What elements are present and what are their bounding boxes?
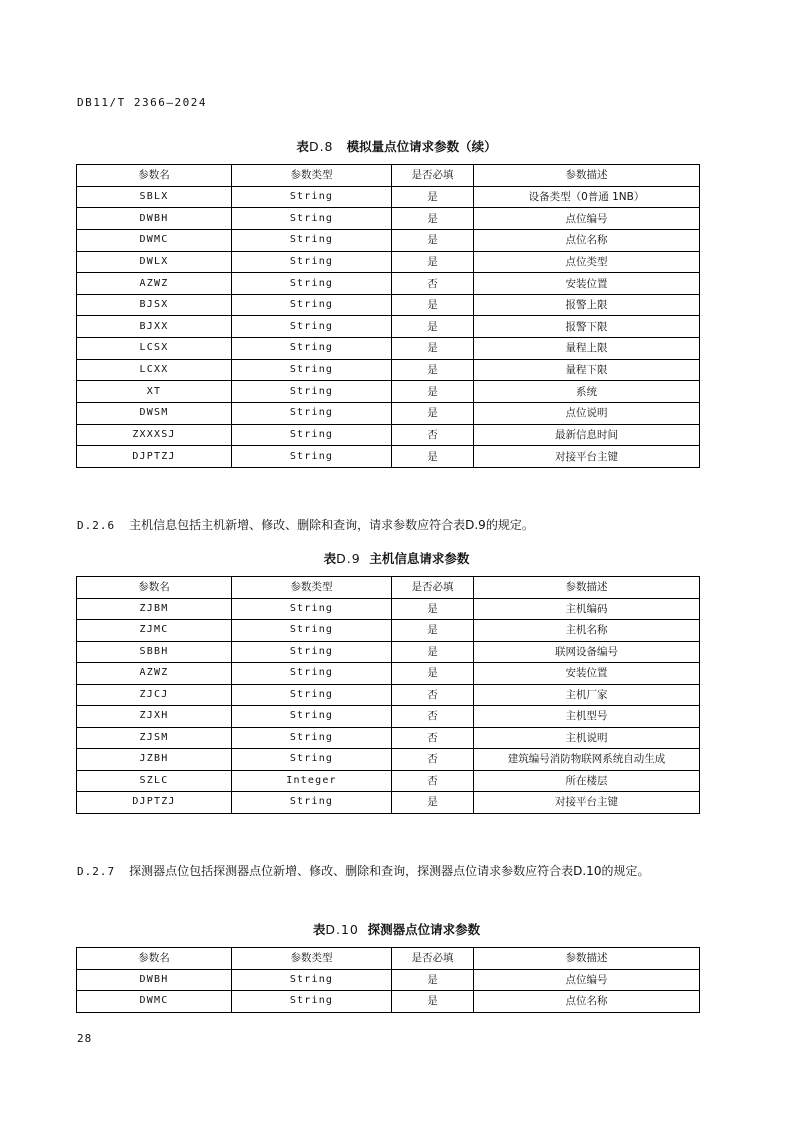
column-header: 参数描述	[474, 165, 700, 187]
required-cell: 是	[392, 316, 474, 338]
description-cell: 主机说明	[474, 727, 700, 749]
param-name-cell: DWSM	[77, 403, 232, 425]
param-type-cell: String	[232, 727, 392, 749]
table-d8	[76, 164, 700, 468]
table-row	[77, 706, 700, 728]
param-type-cell: String	[232, 641, 392, 663]
param-type-cell: String	[232, 359, 392, 381]
required-cell: 是	[392, 641, 474, 663]
param-name-cell: JZBH	[77, 749, 232, 771]
description-cell: 点位名称	[474, 229, 700, 251]
param-type-cell: String	[232, 251, 392, 273]
param-type-cell: String	[232, 749, 392, 771]
table-row	[77, 229, 700, 251]
required-cell: 否	[392, 706, 474, 728]
param-name-cell: ZJSM	[77, 727, 232, 749]
required-cell: 是	[392, 294, 474, 316]
param-type-cell: Integer	[232, 770, 392, 792]
param-type-cell: String	[232, 598, 392, 620]
column-header: 参数名	[77, 577, 232, 599]
param-type-cell: String	[232, 706, 392, 728]
description-cell: 对接平台主键	[474, 792, 700, 814]
required-cell: 是	[392, 663, 474, 685]
param-name-cell: DJPTZJ	[77, 792, 232, 814]
table-d10	[76, 947, 700, 1013]
required-cell: 是	[392, 969, 474, 991]
table-row	[77, 294, 700, 316]
column-header: 参数类型	[232, 948, 392, 970]
param-name-cell: XT	[77, 381, 232, 403]
description-cell: 主机型号	[474, 706, 700, 728]
param-type-cell: String	[232, 381, 392, 403]
param-type-cell: String	[232, 338, 392, 360]
required-cell: 否	[392, 727, 474, 749]
column-header: 是否必填	[392, 948, 474, 970]
table-row	[77, 620, 700, 642]
description-cell: 主机名称	[474, 620, 700, 642]
description-cell: 点位说明	[474, 403, 700, 425]
column-header: 参数名	[77, 165, 232, 187]
table-caption-d10	[0, 920, 793, 938]
clause-number: D.2.6	[77, 519, 116, 532]
required-cell: 是	[392, 251, 474, 273]
required-cell: 是	[392, 991, 474, 1013]
column-header: 参数类型	[232, 165, 392, 187]
caption-number: D.8	[308, 139, 334, 154]
param-name-cell: BJSX	[77, 294, 232, 316]
description-cell: 建筑编号消防物联网系统自动生成	[474, 749, 700, 771]
param-type-cell: String	[232, 403, 392, 425]
param-type-cell: String	[232, 208, 392, 230]
param-name-cell: SBLX	[77, 186, 232, 208]
table-row	[77, 641, 700, 663]
param-type-cell: String	[232, 446, 392, 468]
description-cell: 联网设备编号	[474, 641, 700, 663]
param-type-cell: String	[232, 620, 392, 642]
table-d9	[76, 576, 700, 814]
description-cell: 点位类型	[474, 251, 700, 273]
table-row	[77, 749, 700, 771]
table-row	[77, 186, 700, 208]
required-cell: 否	[392, 684, 474, 706]
table-row	[77, 338, 700, 360]
table-row	[77, 598, 700, 620]
param-name-cell: DWMC	[77, 991, 232, 1013]
description-cell: 量程上限	[474, 338, 700, 360]
caption-prefix: 表	[296, 139, 309, 154]
table-header-row	[77, 165, 700, 187]
param-type-cell: String	[232, 424, 392, 446]
description-cell: 点位名称	[474, 991, 700, 1013]
param-name-cell: SBBH	[77, 641, 232, 663]
column-header: 参数描述	[474, 948, 700, 970]
table-row	[77, 424, 700, 446]
table-row	[77, 969, 700, 991]
table-row	[77, 403, 700, 425]
param-name-cell: AZWZ	[77, 273, 232, 295]
param-name-cell: ZJBM	[77, 598, 232, 620]
table-row	[77, 727, 700, 749]
required-cell: 否	[392, 770, 474, 792]
param-name-cell: BJXX	[77, 316, 232, 338]
caption-prefix: 表	[323, 551, 337, 566]
param-name-cell: LCSX	[77, 338, 232, 360]
required-cell: 是	[392, 186, 474, 208]
param-type-cell: String	[232, 792, 392, 814]
param-name-cell: ZXXXSJ	[77, 424, 232, 446]
clause-d-2-7	[77, 858, 699, 885]
clause-text: 主机信息包括主机新增、修改、删除和查询，请求参数应符合表D.9的规定。	[129, 518, 534, 532]
table-row	[77, 770, 700, 792]
description-cell: 报警上限	[474, 294, 700, 316]
description-cell: 主机编码	[474, 598, 700, 620]
param-name-cell: ZJMC	[77, 620, 232, 642]
required-cell: 是	[392, 792, 474, 814]
description-cell: 报警下限	[474, 316, 700, 338]
required-cell: 是	[392, 229, 474, 251]
page-number: 28	[77, 1032, 93, 1045]
description-cell: 对接平台主键	[474, 446, 700, 468]
description-cell: 系统	[474, 381, 700, 403]
column-header: 是否必填	[392, 165, 474, 187]
table-row	[77, 316, 700, 338]
table-row	[77, 792, 700, 814]
table-row	[77, 273, 700, 295]
param-name-cell: DJPTZJ	[77, 446, 232, 468]
column-header: 参数描述	[474, 577, 700, 599]
caption-number: D.10	[325, 922, 359, 937]
caption-title: 主机信息请求参数	[369, 551, 470, 566]
param-name-cell: ZJXH	[77, 706, 232, 728]
column-header: 参数类型	[232, 577, 392, 599]
description-cell: 安装位置	[474, 663, 700, 685]
required-cell: 是	[392, 446, 474, 468]
document-header: DB11/T 2366—2024	[77, 96, 207, 109]
required-cell: 否	[392, 749, 474, 771]
description-cell: 主机厂家	[474, 684, 700, 706]
description-cell: 安装位置	[474, 273, 700, 295]
param-name-cell: DWLX	[77, 251, 232, 273]
column-header: 参数名	[77, 948, 232, 970]
required-cell: 是	[392, 620, 474, 642]
param-name-cell: DWMC	[77, 229, 232, 251]
required-cell: 是	[392, 338, 474, 360]
required-cell: 否	[392, 424, 474, 446]
required-cell: 是	[392, 381, 474, 403]
table-row	[77, 381, 700, 403]
required-cell: 否	[392, 273, 474, 295]
param-type-cell: String	[232, 273, 392, 295]
required-cell: 是	[392, 208, 474, 230]
caption-title: 探测器点位请求参数	[367, 922, 481, 937]
description-cell: 所在楼层	[474, 770, 700, 792]
param-name-cell: DWBH	[77, 969, 232, 991]
clause-d-2-6	[77, 512, 699, 539]
param-type-cell: String	[232, 294, 392, 316]
param-type-cell: String	[232, 186, 392, 208]
required-cell: 是	[392, 598, 474, 620]
param-name-cell: AZWZ	[77, 663, 232, 685]
param-name-cell: ZJCJ	[77, 684, 232, 706]
param-name-cell: LCXX	[77, 359, 232, 381]
description-cell: 设备类型（0普通 1NB）	[474, 186, 700, 208]
table-header-row	[77, 948, 700, 970]
clause-number: D.2.7	[77, 865, 116, 878]
param-type-cell: String	[232, 991, 392, 1013]
column-header: 是否必填	[392, 577, 474, 599]
table-row	[77, 446, 700, 468]
param-type-cell: String	[232, 969, 392, 991]
table-row	[77, 684, 700, 706]
description-cell: 最新信息时间	[474, 424, 700, 446]
clause-text: 探测器点位包括探测器点位新增、修改、删除和查询，探测器点位请求参数应符合表D.10的规定。	[129, 864, 650, 878]
table-row	[77, 991, 700, 1013]
table-row	[77, 359, 700, 381]
required-cell: 是	[392, 359, 474, 381]
table-caption-d9	[0, 549, 793, 567]
param-type-cell: String	[232, 663, 392, 685]
caption-prefix: 表	[312, 922, 326, 937]
description-cell: 量程下限	[474, 359, 700, 381]
required-cell: 是	[392, 403, 474, 425]
caption-number: D.9	[336, 551, 361, 566]
description-cell: 点位编号	[474, 208, 700, 230]
param-type-cell: String	[232, 229, 392, 251]
table-header-row	[77, 577, 700, 599]
param-type-cell: String	[232, 316, 392, 338]
table-row	[77, 251, 700, 273]
caption-title: 模拟量点位请求参数（续）	[346, 139, 497, 154]
description-cell: 点位编号	[474, 969, 700, 991]
param-name-cell: DWBH	[77, 208, 232, 230]
table-row	[77, 208, 700, 230]
table-row	[77, 663, 700, 685]
param-type-cell: String	[232, 684, 392, 706]
param-name-cell: SZLC	[77, 770, 232, 792]
table-caption-d8	[0, 137, 793, 155]
